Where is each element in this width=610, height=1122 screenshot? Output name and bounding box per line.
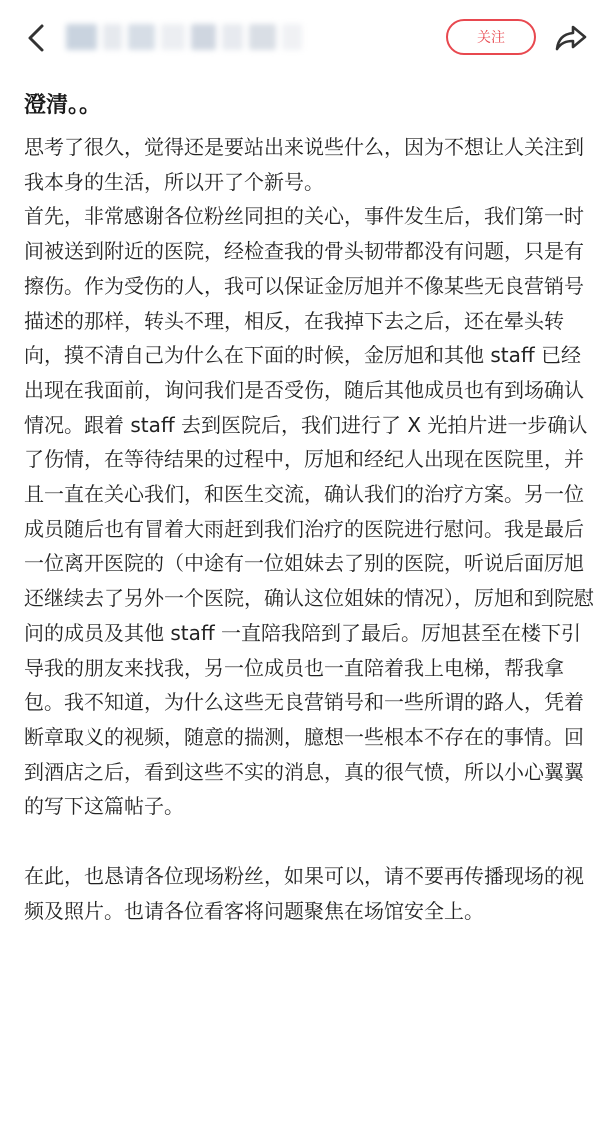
paragraph-main: 首先，非常感谢各位粉丝同担的关心，事件发生后，我们第一时间被送到附近的医院，经检查我的骨头韧带都没有问题，只是有擦伤。作为受伤的人，我可以保证金厉旭并不像某些无良营销号描述的那样，转头不理，相反，在我掉下去之后，还在晕头转向，摸不清自己为什么在下面的时候，金厉旭和其他 staff 已经出现在我面前，询问我们是否受伤，随后其他成员也有到场确认情况。跟着 staff 去到医院后，我们进行了 X 光拍片进一步确认了伤情，在等待结果的过程中，厉旭和经纪人出现在医院里，并且一直在关心我们，和医生交流，确认我们的治疗方案。另一位成员随后也有冒着大雨赶到我们治疗的医院进行慰问。我是最后一位离开医院的（中途有一位姐妹去了别的医院，听说后面厉旭还继续去了另外一个医院，确认这位姐妹的情况），厉旭和到院慰问的成员及其他 staff 一直陪我陪到了最后。厉旭甚至在楼下引导我的朋友来找我，另一位成员也一直陪着我上电梯，帮我拿包。我不知道，为什么这些无良营销号和一些所谓的路人，凭着断章取义的视频，随意的揣测，臆想一些根本不存在的事情。回到酒店之后，看到这些不实的消息，真的很气愤，所以小心翼翼的写下这篇帖子。 [24, 204, 594, 819]
author-blur-block [282, 24, 302, 50]
author-blur-block [249, 24, 276, 50]
paragraph-intro: 思考了很久，觉得还是要站出来说些什么，因为不想让人关注到我本身的生活，所以开了个新号。 [24, 135, 584, 194]
chevron-left-icon [26, 23, 46, 53]
author-blur-block [103, 24, 123, 50]
author-name-blurred[interactable] [66, 20, 302, 54]
article-title: 澄清。。 [24, 93, 102, 118]
top-bar [0, 0, 610, 78]
author-blur-block [161, 24, 184, 50]
author-blur-block [222, 24, 244, 50]
follow-button[interactable]: 关注 [446, 19, 536, 55]
author-blur-block [128, 24, 155, 50]
paragraph-spacer [24, 824, 594, 859]
paragraph-appeal: 在此，也恳请各位现场粉丝，如果可以，请不要再传播现场的视频及照片。也请各位看客将问题聚焦在场馆安全上。 [24, 864, 584, 923]
back-button[interactable] [16, 18, 56, 58]
share-button[interactable] [551, 20, 591, 56]
share-arrow-icon [555, 24, 587, 52]
author-blur-block [66, 24, 97, 50]
article-body [24, 86, 594, 928]
author-blur-block [191, 24, 216, 50]
